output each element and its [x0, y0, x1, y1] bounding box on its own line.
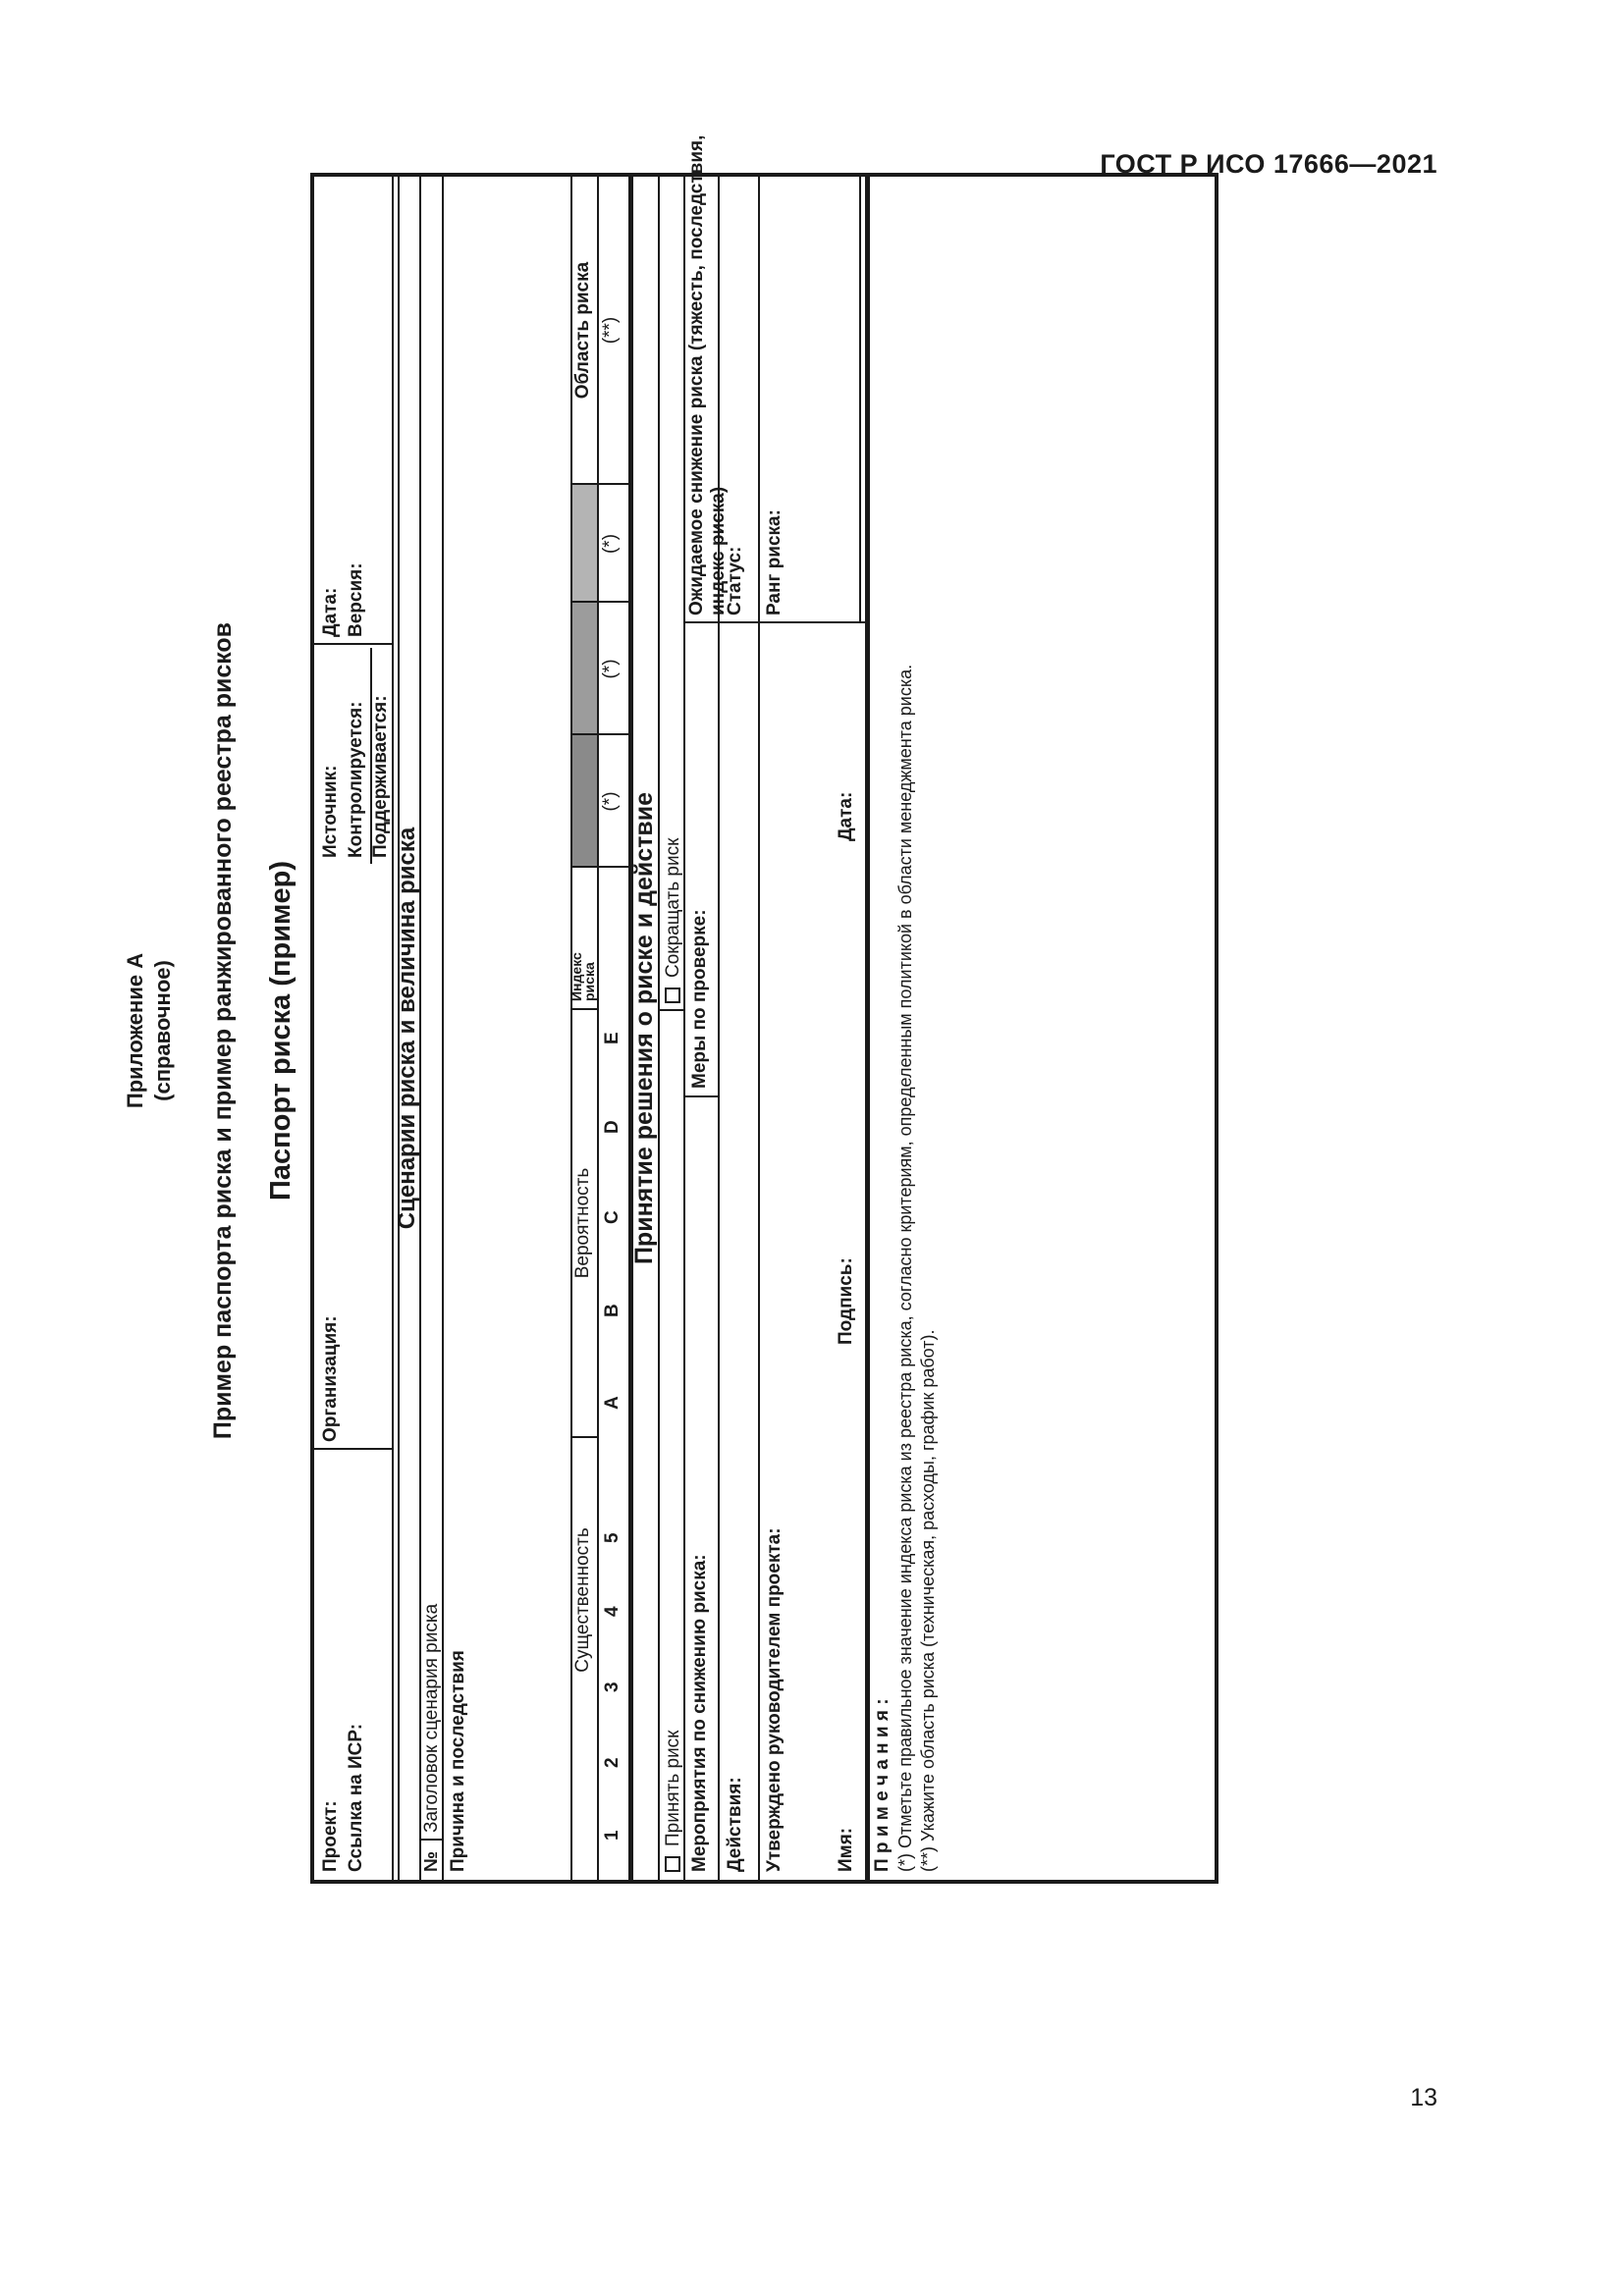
- probability-header: Вероятность: [572, 1167, 593, 1279]
- date-label: Дата:: [320, 587, 341, 637]
- significance-header: Существенность: [572, 1527, 593, 1673]
- mitigation-measures-label: Мероприятия по снижению риска:: [689, 1554, 710, 1872]
- project-label: Проект:: [320, 1800, 341, 1872]
- note-1: (*) Отметьте правильное значение индекса риска из реестра риска, согласно критериям, определенным политикой в области менеджмента риска.: [895, 664, 915, 1872]
- risk-area-header: Область риска: [572, 261, 593, 400]
- expected-reduction-label: Ожидаемое снижение риска (тяжесть, последствия, индекс риска): [686, 134, 729, 615]
- probability-level-e: E: [602, 1032, 623, 1044]
- risk-index-mark-2: (*): [600, 659, 621, 679]
- risk-index-mark-3: (*): [600, 533, 621, 555]
- sign-date-label: Дата:: [836, 791, 856, 841]
- probability-level-c: C: [602, 1210, 623, 1224]
- probability-level-d: D: [602, 1120, 623, 1134]
- risk-area-mark: (**): [600, 316, 621, 345]
- source-label: Источник:: [320, 765, 341, 858]
- note-2: (**) Укажите область риска (техническая, расходы, график работ).: [918, 1329, 938, 1872]
- reduce-risk-checkbox[interactable]: [665, 988, 680, 1003]
- probability-level-a: A: [602, 1396, 623, 1410]
- significance-level-3: 3: [602, 1682, 623, 1692]
- significance-level-4: 4: [602, 1606, 623, 1617]
- risk-passport-form: [310, 134, 1218, 1884]
- scenario-heading-label: Заголовок сценария риска: [421, 1603, 442, 1833]
- decision-section-title: Принятие решения о риске и действие: [630, 791, 658, 1265]
- significance-level-2: 2: [602, 1757, 623, 1768]
- approved-label: Утверждено руководителем проекта:: [764, 1527, 785, 1872]
- standard-code: ГОСТ Р ИСО 17666—2021: [1100, 149, 1437, 179]
- risk-rank-label: Ранг риска:: [764, 509, 785, 615]
- appendix-subtitle: (справочное): [150, 960, 175, 1101]
- document-title: Пример паспорта риска и пример ранжированного реестра рисков: [209, 621, 237, 1440]
- scenarios-section-title: Сценарии риска и величина риска: [394, 827, 420, 1230]
- significance-level-1: 1: [602, 1830, 623, 1841]
- supported-label: Поддерживается:: [370, 695, 391, 858]
- signature-label: Подпись:: [836, 1257, 856, 1345]
- cause-consequences-label: Причина и последствия: [448, 1650, 468, 1872]
- risk-index-cell-1: [570, 735, 597, 868]
- name-label: Имя:: [836, 1827, 856, 1872]
- verification-measures-label: Меры по проверке:: [689, 909, 710, 1089]
- rotated-content: [123, 69, 1252, 1993]
- notes-title: П р и м е ч а н и я :: [872, 1698, 893, 1872]
- appendix-title: Приложение А: [123, 952, 147, 1109]
- accept-risk-option[interactable]: Принять риск: [663, 1731, 684, 1873]
- reduce-risk-option[interactable]: Сокращать риск: [663, 838, 684, 1003]
- version-label: Версия:: [346, 562, 366, 637]
- passport-title: Паспорт риска (пример): [265, 861, 297, 1201]
- organization-label: Организация:: [320, 1315, 341, 1442]
- significance-level-5: 5: [602, 1532, 623, 1543]
- risk-index-mark-1: (*): [600, 791, 621, 812]
- number-label: №: [421, 1850, 442, 1872]
- risk-index-cell-2: [570, 603, 597, 735]
- actions-label: Действия:: [725, 1777, 745, 1872]
- page-number: 13: [1410, 2084, 1437, 2111]
- accept-risk-checkbox[interactable]: [665, 1856, 680, 1872]
- risk-index-header: Индекс риска: [568, 952, 597, 1001]
- controlled-label: Контролируется:: [346, 701, 366, 858]
- status-label: Статус:: [725, 546, 745, 615]
- probability-level-b: B: [602, 1304, 623, 1317]
- isr-link-label: Ссылка на ИСР:: [346, 1723, 366, 1872]
- risk-index-cell-3: [570, 485, 597, 603]
